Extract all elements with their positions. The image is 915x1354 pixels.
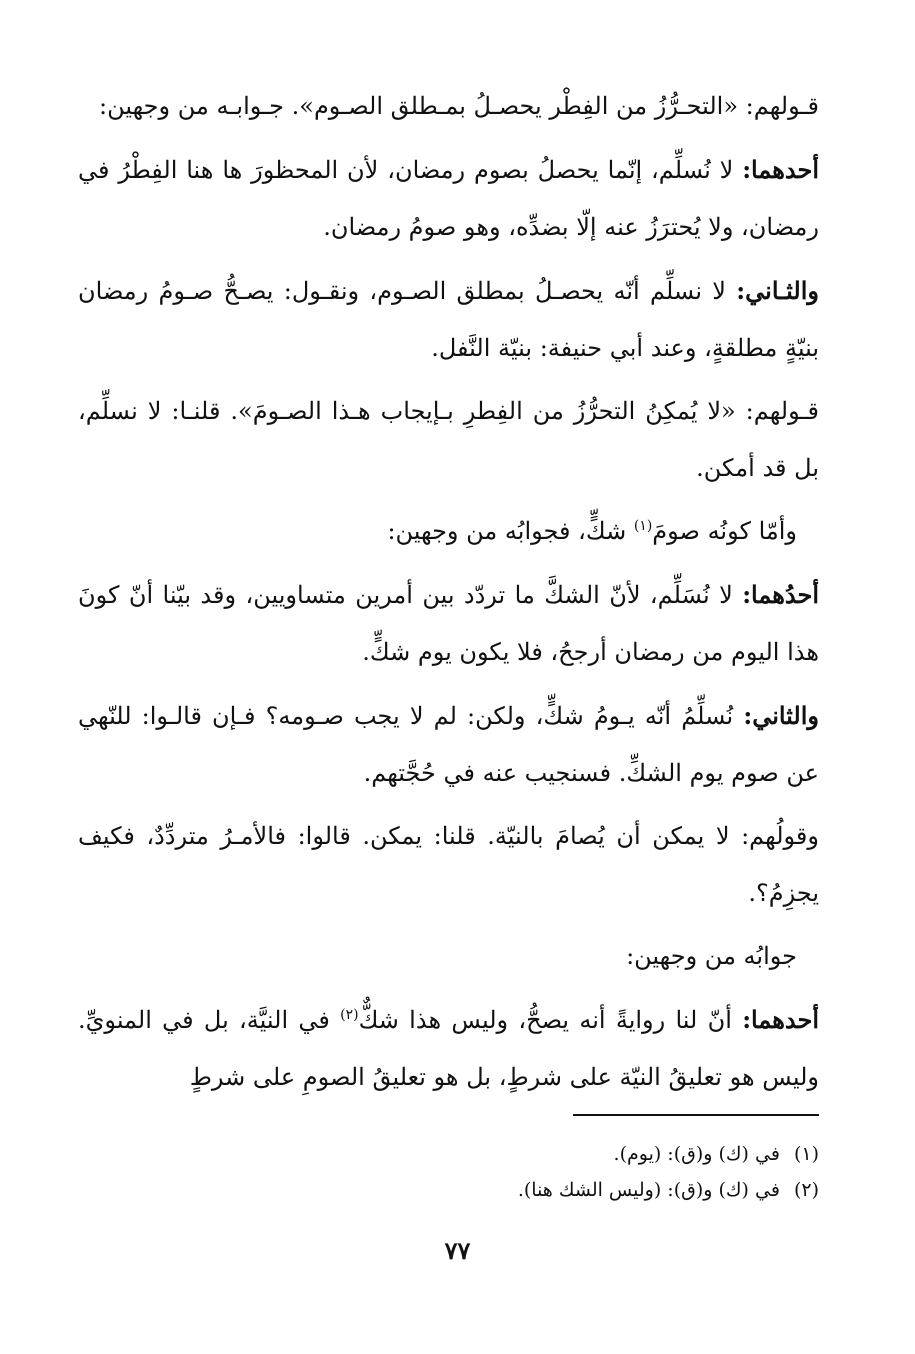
footnote-ref: (١) [633, 518, 653, 534]
footnote [78, 1172, 819, 1208]
paragraph [78, 928, 819, 985]
paragraph-text: شكٍّ، فجوابُه من وجهين: [387, 517, 634, 545]
footnote-number: (١) [793, 1143, 819, 1165]
footnote [78, 1136, 819, 1172]
paragraph [78, 503, 819, 560]
main-text [78, 78, 819, 1112]
paragraph-text: وقولُهم: لا يمكن أن يُصامَ بالنيّة. قلنا: يمكن. قالوا: فالأمـرُ متردِّدٌ، فكيف يجزِمُ؟. [78, 822, 819, 907]
paragraph-text: أنّ لنا روايةً أنه يصحُّ، وليس هذا شكٌّ [358, 1006, 743, 1034]
paragraph-text: لا نُسلِّم، إنّما يحصلُ بصوم رمضان، لأن المحظورَ ها هنا الفِطْرُ في رمضان، ولا يُحترَزُ عنه إلّا بضدِّه، وهو صومُ رمضان. [78, 156, 819, 241]
paragraph-lead: والثـاني: [736, 276, 819, 305]
paragraph [78, 141, 819, 256]
paragraph-text: في النيَّة، بل في المنويِّ. وليس هو تعليقُ النيّة على شرطٍ، بل هو تعليقُ الصومِ على شرطٍ [78, 1006, 819, 1091]
paragraph-text: نُسلِّمُ أنّه يـومُ شكٍّ، ولكن: لم لا يجب صـومه؟ فـإن قالـوا: للنّهي عن صوم يوم الشكِّ. فسنجيب عنه في حُجَّتهم. [78, 702, 819, 787]
footnote-text: في (ك) و(ق): (يوم). [613, 1143, 780, 1165]
paragraph-text: لا نُسَلِّم، لأنّ الشكَّ ما تردّد بين أمرين متساويين، وقد بيّنا أنّ كونَ هذا اليوم من رمضان أرجحُ، فلا يكون يوم شكٍّ. [78, 581, 819, 666]
paragraph [78, 262, 819, 377]
footnotes [78, 1136, 819, 1208]
paragraph [78, 78, 819, 135]
paragraph-text: لا نسلِّم أنّه يحصـلُ بمطلق الصـوم، ونقـول: يصـحُّ صـومُ رمضان بنيّةٍ مطلقةٍ، وعند أبي حنيفة: بنيّة النَّفل. [78, 277, 819, 362]
paragraph-text: جوابُه من وجهين: [626, 942, 797, 970]
footnote-ref: (٢) [340, 1007, 359, 1023]
paragraph-text: وأمّا كونُه صومَ [652, 517, 797, 545]
paragraph-lead: أحدهما: [742, 155, 819, 184]
paragraph [78, 808, 819, 922]
paragraph [78, 991, 819, 1106]
paragraph [78, 566, 819, 681]
footnote-number: (٢) [793, 1179, 819, 1201]
paragraph [78, 687, 819, 802]
footnote-separator [573, 1114, 819, 1116]
paragraph-lead: أحدهما: [742, 1005, 819, 1034]
paragraph-lead: أحدُهما: [742, 580, 819, 609]
paragraph-lead: والثاني: [743, 701, 819, 730]
paragraph-text: قـولهم: «التحـرُّزُ من الفِطْر يحصـلُ بمـطلق الصـوم». جـوابـه من وجهين: [99, 92, 819, 120]
footnote-text: في (ك) و(ق): (وليس الشك هنا). [517, 1179, 780, 1201]
paragraph-text: قـولهم: «لا يُمكِنُ التحرُّزُ من الفِطرِ بـإيجاب هـذا الصـومَ». قلنـا: لا نسلِّم، بل قد أمكن. [78, 397, 819, 482]
page-number: ٧٧ [444, 1236, 471, 1265]
paragraph [78, 383, 819, 497]
